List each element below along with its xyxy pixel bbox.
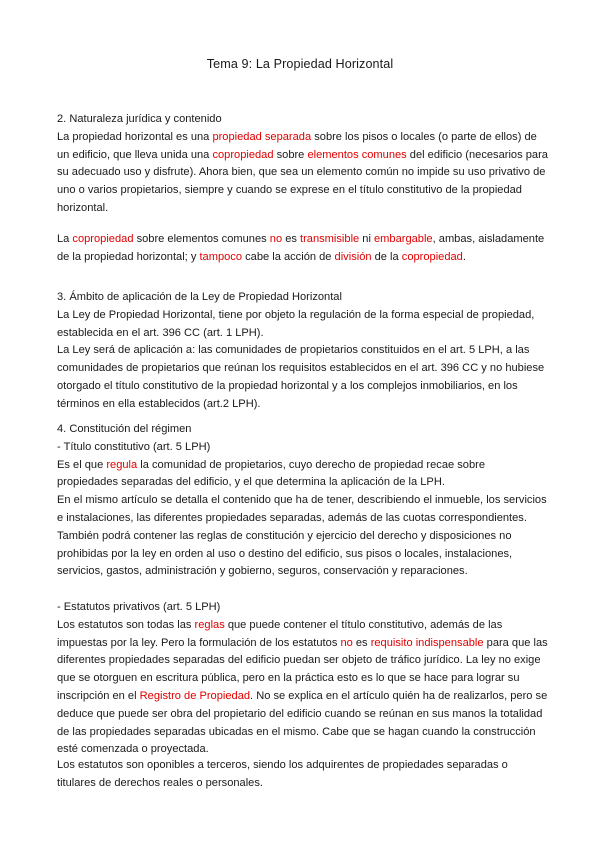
paragraph: La propiedad horizontal es una propiedad separada sobre los pisos o locales (o parte de ellos) de un edificio, que lleva unida una copropiedad sobre elementos comunes del edificio (necesarios para su adecuado uso y disfrute). Ahora bien, que sea un elemento común no impide su uso privativo de uno o varios propietarios, siempre y cuando se exprese en el título constitutivo de la propiedad horizontal. <box>57 130 548 214</box>
highlighted-term: copropiedad <box>212 148 274 161</box>
section-naturaleza <box>57 111 549 218</box>
highlighted-term: propiedad separada <box>212 130 312 143</box>
highlighted-term: tampoco <box>199 250 243 263</box>
section-naturaleza-cont <box>57 231 549 267</box>
section-constitucion <box>57 421 549 581</box>
paragraph: La copropiedad sobre elementos comunes no es transmisible ni embargable, ambas, aisladamente de la propiedad horizontal; y tampoco cabe la acción de división de la copropiedad. <box>57 233 545 263</box>
subheading: - Título constitutivo (art. 5 LPH) <box>57 440 211 453</box>
paragraph: En el mismo artículo se detalla el contenido que ha de tener, describiendo el inmueble, los servicios e instalaciones, las diferentes propiedades separadas, además de las cuotas correspondientes. <box>57 494 547 524</box>
highlighted-term: embargable <box>374 233 433 245</box>
highlighted-term: elementos comunes <box>307 148 407 161</box>
paragraph: También podrá contener las reglas de constitución y ejercicio del derecho y disposiciones no prohibidas por la ley en orden al uso o destino del edificio, sus pisos o locales, instalaciones, servicios, gastos, administración y gobierno, seguros, conservación y reparaciones. <box>57 529 513 578</box>
paragraph: La Ley de Propiedad Horizontal, tiene por objeto la regulación de la forma especial de propiedad, establecida en el art. 396 CC (art. 1 LPH). <box>57 308 535 339</box>
section-heading: 2. Naturaleza jurídica y contenido <box>57 113 222 125</box>
section-heading: 4. Constitución del régimen <box>57 423 192 435</box>
highlighted-term: división <box>334 250 372 263</box>
highlighted-term: copropiedad <box>401 250 463 263</box>
section-heading: 3. Ámbito de aplicación de la Ley de Propiedad Horizontal <box>57 291 342 303</box>
paragraph: Los estatutos son todas las reglas que puede contener el título constitutivo, además de las impuestas por la ley. Pero la formulación de los estatutos no es requisito indispensable para que las diferentes propiedades separadas del edificio puedan ser objeto de tráfico jurídico. La ley no exige que se otorguen en escritura pública, pero en la práctica esto es lo que se hace para lograr su inscripción en el Registro de Propiedad. No se explica en el artículo quién ha de realizarlos, pero se deduce que puede ser obra del propietario del edificio cuando se reúnan en sus manos la totalidad de las propiedades separadas ubicadas en el mismo. Cabe que se hagan cuando la construcción esté comenzada o proyectada. <box>57 618 548 756</box>
highlighted-term: no <box>340 636 353 649</box>
highlighted-term: copropiedad <box>72 233 134 245</box>
paragraph: La Ley será de aplicación a: las comunidades de propietarios constituidos en el art. 5 LPH, a las comunidades de propietarios que reúnan los requisitos establecidos en el art. 396 CC y no hubiese otorgado el título constitutivo de la propiedad horizontal y a los complejos inmobiliarios, en los términos en ella establecidos (art.2 LPH). <box>57 344 545 410</box>
paragraph: Es el que regula la comunidad de propietarios, cuyo derecho de propiedad recae sobre propiedades separadas del edificio, y el que determina la aplicación de la LPH. <box>57 458 486 489</box>
highlighted-term: Registro de Propiedad <box>139 689 251 702</box>
document-title: Tema 9: La Propiedad Horizontal <box>206 57 394 71</box>
highlighted-term: reglas <box>194 618 225 631</box>
highlighted-term: regula <box>106 458 138 471</box>
paragraph: Los estatutos son oponibles a terceros, siendo los adquirentes de propiedades separadas o titulares de derechos reales o personales. <box>57 759 508 789</box>
highlighted-term: requisito indispensable <box>370 636 484 649</box>
section-estatutos-cont <box>57 757 549 793</box>
highlighted-term: no <box>269 233 283 245</box>
highlighted-term: transmisible <box>300 233 360 245</box>
section-ambito <box>57 289 549 414</box>
subheading: - Estatutos privativos (art. 5 LPH) <box>57 601 221 613</box>
section-estatutos <box>57 599 549 759</box>
